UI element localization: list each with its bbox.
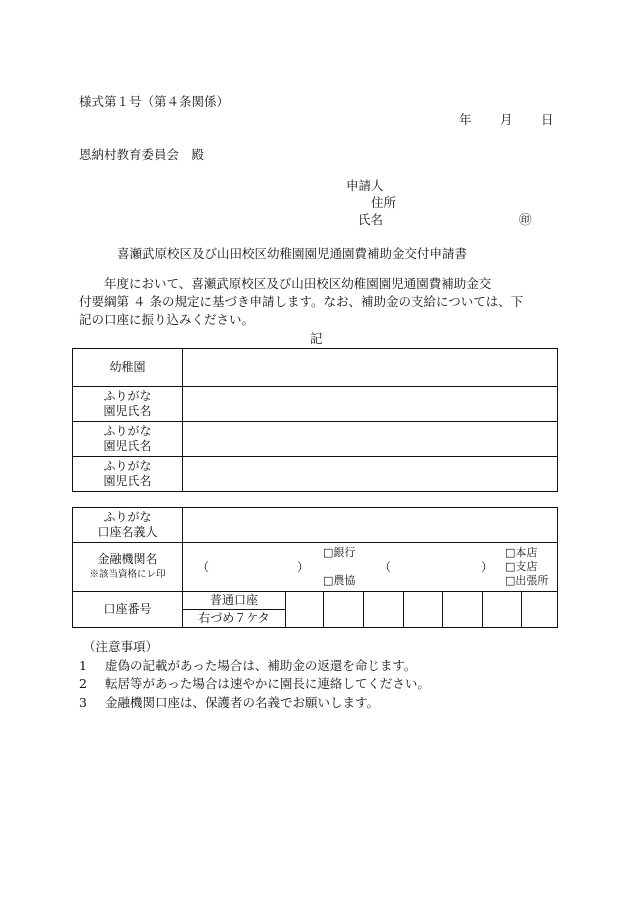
- note-number: 1: [79, 657, 87, 673]
- holder-label: 口座名義人: [97, 525, 158, 539]
- addressee: 恩納村教育委員会 殿: [79, 147, 205, 162]
- child-name-label: 園児氏名: [103, 474, 152, 488]
- child-label-cell: [73, 387, 183, 422]
- account-digit-cell[interactable]: [443, 592, 483, 628]
- body-line: 記の口座に振り込みください。: [79, 312, 255, 327]
- ki-label: 記: [310, 331, 323, 346]
- form-number: 様式第１号（第４条関係）: [79, 94, 230, 109]
- body-paragraph: [79, 275, 557, 329]
- applicant-heading: 申請人: [346, 178, 384, 193]
- branch-main-checkbox[interactable]: □本店: [505, 546, 538, 559]
- furigana-label: ふりがな: [103, 510, 152, 524]
- notes-section: [79, 638, 430, 712]
- account-digit-cell[interactable]: [483, 592, 522, 628]
- account-digit-cell[interactable]: [286, 592, 324, 628]
- note-item: [79, 675, 430, 694]
- children-table: [72, 348, 558, 492]
- account-label: 口座番号: [73, 592, 183, 628]
- bank-label-cell: [73, 543, 183, 592]
- child-label-cell: [73, 457, 183, 492]
- note-text: 金融機関口座は、保護者の名義でお願いします。: [105, 694, 380, 710]
- holder-name-input[interactable]: [183, 508, 558, 543]
- account-digit-cell[interactable]: [522, 592, 558, 628]
- branch-paren-close: ）: [481, 560, 494, 574]
- seal-mark: ㊞: [519, 212, 532, 227]
- note-item: [79, 694, 430, 713]
- child-name-input[interactable]: [183, 387, 558, 422]
- holder-label-cell: [73, 508, 183, 543]
- account-type-label: 普通口座: [183, 592, 286, 610]
- name-label: 氏名: [358, 212, 384, 227]
- bank-note: ※該当資格にレ印: [89, 569, 166, 580]
- date-month-label: 月: [500, 112, 513, 127]
- body-line: 付要綱第 ４ 条の規定に基づき申請します。なお、補助金の支給については、下: [79, 294, 524, 309]
- note-item: [79, 657, 430, 676]
- document-title: 喜瀬武原校区及び山田校区幼稚園園児通園費補助金交付申請書: [117, 246, 468, 261]
- body-line: 年度において、喜瀬武原校区及び山田校区幼稚園園児通園費補助金交: [79, 276, 492, 291]
- kindergarten-label: 幼稚園: [73, 349, 183, 387]
- account-note-label: 右づめ７ケタ: [183, 610, 286, 628]
- child-name-input[interactable]: [183, 457, 558, 492]
- branch-paren-open: （: [379, 560, 392, 574]
- child-name-label: 園児氏名: [103, 439, 152, 453]
- branch-sub-checkbox[interactable]: □支店: [505, 560, 538, 573]
- child-name-label: 園児氏名: [103, 404, 152, 418]
- account-digit-cell[interactable]: [404, 592, 443, 628]
- bank-input-cell[interactable]: [183, 543, 558, 592]
- furigana-label: ふりがな: [103, 424, 152, 438]
- furigana-label: ふりがな: [103, 459, 152, 473]
- note-text: 虚偽の記載があった場合は、補助金の返還を命じます。: [105, 657, 417, 673]
- address-label: 住所: [371, 195, 397, 210]
- note-number: 2: [79, 676, 87, 691]
- child-name-input[interactable]: [183, 422, 558, 457]
- bank-type-agri-checkbox[interactable]: □農協: [323, 574, 356, 587]
- bank-paren-open: （: [197, 560, 210, 574]
- account-digit-cell[interactable]: [324, 592, 364, 628]
- bank-paren-close: ）: [297, 560, 310, 574]
- branch-office-checkbox[interactable]: □出張所: [505, 574, 549, 587]
- note-number: 3: [79, 694, 87, 710]
- bank-type-bank-checkbox[interactable]: □銀行: [323, 546, 356, 559]
- date-year-label: 年: [459, 112, 472, 127]
- note-text: 転居等があった場合は速やかに園長に連絡してください。: [105, 676, 430, 691]
- kindergarten-input[interactable]: [183, 349, 558, 387]
- notes-heading: （注意事項）: [83, 639, 159, 654]
- account-digit-cell[interactable]: [364, 592, 404, 628]
- furigana-label: ふりがな: [103, 389, 152, 403]
- bank-table: [72, 507, 558, 628]
- date-day-label: 日: [541, 112, 554, 127]
- child-label-cell: [73, 422, 183, 457]
- bank-label: 金融機関名: [97, 552, 158, 566]
